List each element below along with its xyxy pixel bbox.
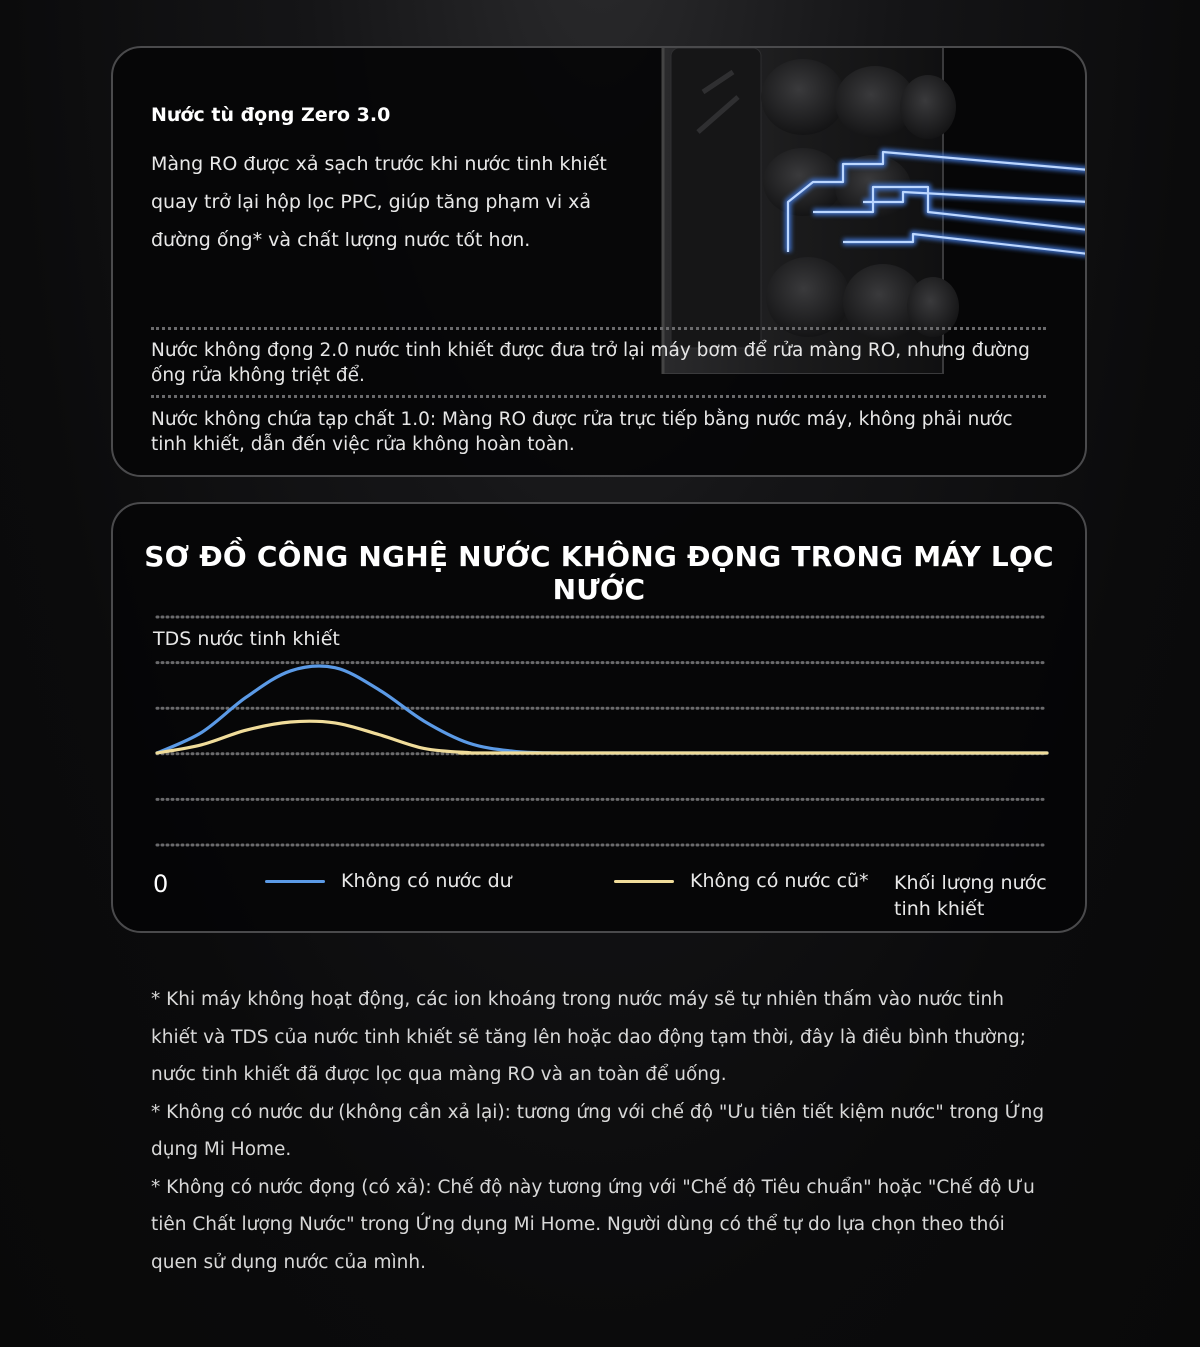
footnote: * Không có nước dư (không cần xả lại): tương ứng với chế độ "Ưu tiên tiết kiệm nước" trong Ứng dụng Mi Home.: [151, 1101, 1045, 1160]
divider: [151, 395, 1046, 398]
footnote: * Khi máy không hoạt động, các ion khoáng trong nước máy sẽ tự nhiên thấm vào nước tinh khiết và TDS của nước tinh khiết sẽ tăng lên hoặc dao động tạm thời, đây là điều bình thường; nước tinh khiết đã được lọc qua màng RO và an toàn để uống.: [151, 989, 1027, 1085]
divider: [151, 327, 1046, 330]
legend-swatch-blue: [265, 880, 325, 883]
legend-label: Không có nước dư: [341, 870, 512, 892]
origin-label: 0: [153, 870, 169, 898]
note-version-1: Nước không chứa tạp chất 1.0: Màng RO được rửa trực tiếp bằng nước máy, không phải nước tinh khiết, dẫn đến việc rửa không hoàn toàn.: [151, 409, 1013, 455]
note-version-2: Nước không đọng 2.0 nước tinh khiết được đưa trở lại máy bơm để rửa màng RO, nhưng đường ống rửa không triệt để.: [151, 340, 1030, 386]
zero-stagnant-info-card: [111, 46, 1087, 477]
x-axis-label: Khối lượng nước tinh khiết: [894, 872, 1047, 920]
footnotes: [151, 981, 1051, 1281]
legend-item-no-residual: [265, 870, 512, 892]
series-line-no-old-water: [157, 721, 1047, 753]
y-axis-label: TDS nước tinh khiết: [153, 628, 340, 650]
legend-item-no-old-water: [614, 870, 869, 892]
feature-title: Nước tù đọng Zero 3.0: [151, 104, 391, 126]
legend-swatch-yellow: [614, 880, 674, 883]
legend-label: Không có nước cũ*: [690, 870, 869, 892]
feature-description: Màng RO được xả sạch trước khi nước tinh khiết quay trở lại hộp lọc PPC, giúp tăng phạm vi xả đường ống* và chất lượng nước tốt hơn.: [151, 153, 607, 251]
chart-card: [111, 502, 1087, 933]
water-purifier-illustration: [643, 46, 1087, 374]
footnote: * Không có nước đọng (có xả): Chế độ này tương ứng với "Chế độ Tiêu chuẩn" hoặc "Chế độ Ưu tiên Chất lượng Nước" trong Ứng dụng Mi Home. Người dùng có thể tự do lựa chọn theo thói quen sử dụng nước của mình.: [151, 1176, 1035, 1273]
chart-title: SƠ ĐỒ CÔNG NGHỆ NƯỚC KHÔNG ĐỌNG TRONG MÁY LỌC NƯỚC: [144, 540, 1054, 606]
